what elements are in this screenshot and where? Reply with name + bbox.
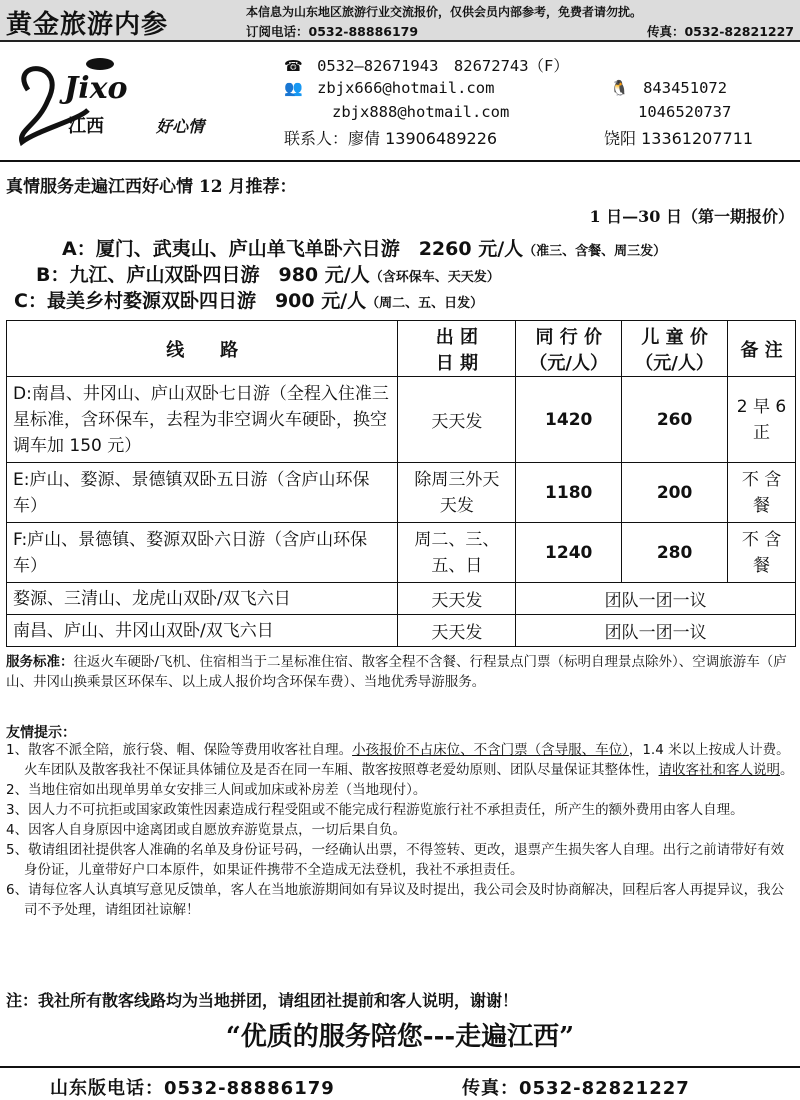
logo-mood: 好心情 xyxy=(156,117,205,136)
email-2[interactable]: zbjx888@hotmail.com xyxy=(332,103,510,121)
package-b xyxy=(36,260,500,287)
route-name: 婺源、三清山、龙虎山双卧/双飞六日 xyxy=(7,583,398,615)
package-c xyxy=(14,286,483,313)
recommend-period: 1 日—30 日（第一期报价） xyxy=(589,207,794,226)
qq-icon: 🐧 xyxy=(610,79,629,97)
header-child-price: 儿 童 价 （元/人） xyxy=(622,321,728,377)
header-contact-line xyxy=(246,22,794,40)
header-route: 线 路 xyxy=(7,321,398,377)
route-peer-price: 1180 xyxy=(516,463,622,523)
package-a-note: （准三、含餐、周三发） xyxy=(523,244,667,259)
route-name: 南昌、庐山、井冈山双卧/双飞六日 xyxy=(7,615,398,647)
final-note: 注：我社所有散客线路均为当地拼团，请组团社提前和客人说明，谢谢！ xyxy=(6,991,519,1010)
route-remark: 不 含 餐 xyxy=(728,463,796,523)
slogan: “优质的服务陪您---走遍江西” xyxy=(225,1022,575,1052)
footer-band xyxy=(0,1066,800,1100)
table-row xyxy=(7,463,796,523)
contact-block xyxy=(284,52,796,152)
header-peer-price: 同 行 价 （元/人） xyxy=(516,321,622,377)
email-row-2 xyxy=(332,102,509,121)
tip-item: 6、请每位客人认真填写意见反馈单，客人在当地旅游期间如有异议及时提出，我公司会及时协商解决，回程后客人再提异议，我公司不予处理，请组团社谅解！ xyxy=(6,882,785,918)
table-row xyxy=(7,377,796,463)
route-child-price: 260 xyxy=(622,377,728,463)
service-standard xyxy=(6,652,796,692)
route-negotiate: 团队一团一议 xyxy=(516,583,796,615)
qq-row-1 xyxy=(610,78,727,97)
contact-person-row xyxy=(284,126,497,149)
route-date: 天天发 xyxy=(398,615,516,647)
footer-phone: 山东版电话：0532-88886179 xyxy=(50,1078,335,1099)
route-date: 天天发 xyxy=(398,377,516,463)
route-date: 周二、三、五、日 xyxy=(398,523,516,583)
table-row xyxy=(7,523,796,583)
package-b-note: （含环保车、天天发） xyxy=(369,270,500,285)
qq-1: 843451072 xyxy=(643,79,728,97)
phone-row xyxy=(284,54,569,76)
package-a-name: A：厦门、武夷山、庐山单飞单卧六日游 2260 元/人 xyxy=(62,238,524,260)
package-b-name: B：九江、庐山双卧四日游 980 元/人 xyxy=(36,264,370,286)
route-date: 天天发 xyxy=(398,583,516,615)
tip-item: 3、因人力不可抗拒或国家政策性因素造成行程受阻或不能完成行程游览旅行社不承担责任，所产生的额外费用由客人自理。 xyxy=(6,802,744,818)
phone-numbers: 0532—82671943 82672743（F） xyxy=(317,57,569,75)
logo-graphic xyxy=(8,50,270,150)
people-icon: 👥 xyxy=(284,79,303,97)
package-c-name: C：最美乡村婺源双卧四日游 900 元/人 xyxy=(14,290,367,312)
logo-script: Jixo xyxy=(64,71,128,106)
package-a xyxy=(62,234,666,261)
tip-item: 2、当地住宿如出现单男单女安排三人间或加床或补房差（当地现付）。 xyxy=(6,782,427,798)
table-header-row xyxy=(7,321,796,377)
routes-table xyxy=(6,320,796,647)
route-name: D:南昌、井冈山、庐山双卧七日游（全程入住准三星标准，含环保车，去程为非空调火车硬卧，换空调车加 150 元） xyxy=(7,377,398,463)
tip-item: 4、因客人自身原因中途离团或自愿放弃游览景点，一切后果自负。 xyxy=(6,822,407,838)
tips-list xyxy=(6,740,796,920)
logo-jiangxi: 江西 xyxy=(68,116,104,137)
route-child-price: 280 xyxy=(622,523,728,583)
email-row-1 xyxy=(284,78,494,97)
tip-item: 1、散客不派全陪，旅行袋、帽、保险等费用收客社自理。小孩报价不占床位、不含门票（含导服、车位），1.4 米以上按成人计费。火车团队及散客我社不保证具体铺位及是否在同一车厢、散客按照尊老爱幼原则、团队尽量保证其整体性，请收客社和客人说明。 xyxy=(6,742,794,778)
route-name: F:庐山、景德镇、婺源双卧六日游（含庐山环保车） xyxy=(7,523,398,583)
route-remark: 2 早 6 正 xyxy=(728,377,796,463)
brand-title: 黄金旅游内参 xyxy=(6,10,169,40)
header-fax: 传真：0532-82821227 xyxy=(646,24,794,39)
route-child-price: 200 xyxy=(622,463,728,523)
route-name: E:庐山、婺源、景德镇双卧五日游（含庐山环保车） xyxy=(7,463,398,523)
qq-2: 1046520737 xyxy=(638,103,732,121)
email-1[interactable]: zbjx666@hotmail.com xyxy=(317,79,495,97)
route-peer-price: 1420 xyxy=(516,377,622,463)
route-date: 除周三外天天发 xyxy=(398,463,516,523)
service-text: 往返火车硬卧/飞机、住宿相当于二星标准住宿、散客全程不含餐、行程景点门票（标明自理景点除外）、空调旅游车（庐山、井冈山换乘景区环保车、以上成人报价均含环保车费）、当地优秀导游服务。 xyxy=(6,654,787,690)
qq-row-2 xyxy=(638,102,731,121)
contact-person: 联系人：廖倩 13906489226 xyxy=(284,129,498,148)
header-band xyxy=(0,0,800,42)
company-logo xyxy=(8,50,270,150)
tip-item: 5、敬请组团社提供客人准确的名单及身份证号码，一经确认出票，不得签转、更改，退票产生损失客人自理。出行之前请带好有效身份证，儿童带好户口本原件，如果证件携带不全造成无法登机，我社不承担责任。 xyxy=(6,842,785,878)
contact-person-row-2 xyxy=(604,126,753,149)
header-remark: 备 注 xyxy=(728,321,796,377)
route-remark: 不 含 餐 xyxy=(728,523,796,583)
route-negotiate: 团队一团一议 xyxy=(516,615,796,647)
recommend-title: 真情服务走遍江西好心情 12 月推荐： xyxy=(6,177,297,197)
tips-title: 友情提示： xyxy=(6,725,76,741)
footer-fax: 传真：0532-82821227 xyxy=(462,1078,690,1099)
header-date: 出 团 日 期 xyxy=(398,321,516,377)
table-row xyxy=(7,615,796,647)
header-notice: 本信息为山东地区旅游行业交流报价，仅供会员内部参考，免费者请勿扰。 xyxy=(246,5,643,19)
package-c-note: （周二、五、日发） xyxy=(366,296,484,311)
subscribe-phone: 订阅电话：0532-88886179 xyxy=(246,24,419,39)
table-row xyxy=(7,583,796,615)
contact-person-2: 饶阳 13361207711 xyxy=(604,129,754,148)
section-divider xyxy=(0,160,800,162)
telephone-icon: ☎ xyxy=(284,57,303,75)
route-peer-price: 1240 xyxy=(516,523,622,583)
service-label: 服务标准： xyxy=(6,654,74,670)
